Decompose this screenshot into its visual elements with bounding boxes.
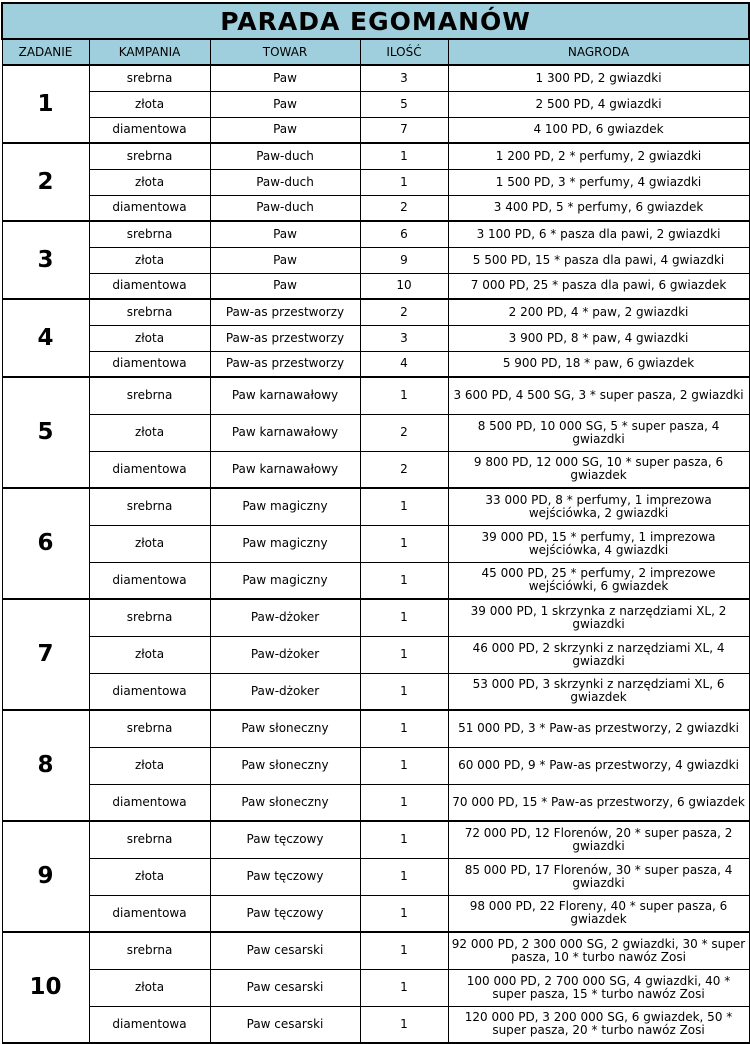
reward-cell: 3 400 PD, 5 * perfumy, 6 gwiazdek xyxy=(448,195,749,221)
table-row xyxy=(2,525,749,562)
task-number: 6 xyxy=(2,488,89,599)
reward-cell: 1 300 PD, 2 gwiazdki xyxy=(448,65,749,91)
quantity-cell: 10 xyxy=(360,273,448,299)
table-row xyxy=(2,1006,749,1043)
quantity-cell: 5 xyxy=(360,91,448,117)
item-cell: Paw-dżoker xyxy=(210,599,360,636)
reward-cell: 39 000 PD, 15 * perfumy, 1 imprezowa wejściówka, 4 gwiazdki xyxy=(448,525,749,562)
header-ilosc: ILOŚĆ xyxy=(360,39,448,65)
item-cell: Paw-as przestworzy xyxy=(210,351,360,377)
quantity-cell: 2 xyxy=(360,451,448,488)
table-row xyxy=(2,247,749,273)
quantity-cell: 1 xyxy=(360,932,448,969)
campaign-cell: diamentowa xyxy=(89,117,210,143)
item-cell: Paw xyxy=(210,247,360,273)
reward-cell: 53 000 PD, 3 skrzynki z narzędziami XL, 6 gwiazdek xyxy=(448,673,749,710)
item-cell: Paw magiczny xyxy=(210,488,360,525)
campaign-cell: złota xyxy=(89,91,210,117)
table-row xyxy=(2,932,749,969)
task-number: 9 xyxy=(2,821,89,932)
table-row xyxy=(2,562,749,599)
reward-cell: 3 100 PD, 6 * pasza dla pawi, 2 gwiazdki xyxy=(448,221,749,247)
quantity-cell: 1 xyxy=(360,599,448,636)
reward-cell: 120 000 PD, 3 200 000 SG, 6 gwiazdek, 50 * super pasza, 20 * turbo nawóz Zosi xyxy=(448,1006,749,1043)
task-number: 7 xyxy=(2,599,89,710)
table-row xyxy=(2,169,749,195)
table-row xyxy=(2,414,749,451)
table-row xyxy=(2,299,749,325)
table-row xyxy=(2,91,749,117)
table-row xyxy=(2,969,749,1006)
campaign-cell: srebrna xyxy=(89,488,210,525)
campaign-cell: złota xyxy=(89,747,210,784)
item-cell: Paw karnawałowy xyxy=(210,451,360,488)
campaign-cell: diamentowa xyxy=(89,895,210,932)
table-row xyxy=(2,895,749,932)
reward-cell: 51 000 PD, 3 * Paw-as przestworzy, 2 gwiazdki xyxy=(448,710,749,747)
campaign-cell: diamentowa xyxy=(89,673,210,710)
item-cell: Paw xyxy=(210,91,360,117)
table-row xyxy=(2,273,749,299)
quantity-cell: 4 xyxy=(360,351,448,377)
quantity-cell: 1 xyxy=(360,143,448,169)
table-row xyxy=(2,710,749,747)
item-cell: Paw-as przestworzy xyxy=(210,325,360,351)
quantity-cell: 1 xyxy=(360,488,448,525)
task-number: 3 xyxy=(2,221,89,299)
reward-cell: 5 900 PD, 18 * paw, 6 gwiazdek xyxy=(448,351,749,377)
campaign-cell: srebrna xyxy=(89,710,210,747)
table-row xyxy=(2,117,749,143)
quantity-cell: 1 xyxy=(360,673,448,710)
campaign-cell: złota xyxy=(89,169,210,195)
table-row xyxy=(2,636,749,673)
campaign-cell: srebrna xyxy=(89,221,210,247)
campaign-cell: srebrna xyxy=(89,299,210,325)
task-number: 4 xyxy=(2,299,89,377)
reward-cell: 3 900 PD, 8 * paw, 4 gwiazdki xyxy=(448,325,749,351)
item-cell: Paw cesarski xyxy=(210,932,360,969)
table-row xyxy=(2,221,749,247)
reward-cell: 98 000 PD, 22 Floreny, 40 * super pasza, 6 gwiazdek xyxy=(448,895,749,932)
table-row xyxy=(2,673,749,710)
task-number: 8 xyxy=(2,710,89,821)
reward-cell: 4 100 PD, 6 gwiazdek xyxy=(448,117,749,143)
quantity-cell: 1 xyxy=(360,895,448,932)
quantity-cell: 3 xyxy=(360,325,448,351)
table-row xyxy=(2,747,749,784)
reward-cell: 3 600 PD, 4 500 SG, 3 * super pasza, 2 gwiazdki xyxy=(448,377,749,414)
table-row xyxy=(2,821,749,858)
quantity-cell: 1 xyxy=(360,710,448,747)
item-cell: Paw-dżoker xyxy=(210,673,360,710)
campaign-cell: złota xyxy=(89,325,210,351)
item-cell: Paw magiczny xyxy=(210,525,360,562)
item-cell: Paw karnawałowy xyxy=(210,377,360,414)
header-kampania: KAMPANIA xyxy=(89,39,210,65)
item-cell: Paw-duch xyxy=(210,169,360,195)
quantity-cell: 1 xyxy=(360,821,448,858)
task-number: 2 xyxy=(2,143,89,221)
item-cell: Paw xyxy=(210,65,360,91)
table-row xyxy=(2,195,749,221)
campaign-cell: diamentowa xyxy=(89,562,210,599)
table-row xyxy=(2,784,749,821)
item-cell: Paw słoneczny xyxy=(210,747,360,784)
quantity-cell: 1 xyxy=(360,747,448,784)
quantity-cell: 9 xyxy=(360,247,448,273)
table-row xyxy=(2,858,749,895)
item-cell: Paw karnawałowy xyxy=(210,414,360,451)
reward-cell: 46 000 PD, 2 skrzynki z narzędziami XL, 4 gwiazdki xyxy=(448,636,749,673)
item-cell: Paw tęczowy xyxy=(210,895,360,932)
campaign-cell: srebrna xyxy=(89,932,210,969)
item-cell: Paw xyxy=(210,273,360,299)
quantity-cell: 1 xyxy=(360,525,448,562)
item-cell: Paw cesarski xyxy=(210,969,360,1006)
reward-table xyxy=(1,2,750,1044)
item-cell: Paw magiczny xyxy=(210,562,360,599)
table-row xyxy=(2,488,749,525)
reward-cell: 8 500 PD, 10 000 SG, 5 * super pasza, 4 gwiazdki xyxy=(448,414,749,451)
reward-cell: 2 200 PD, 4 * paw, 2 gwiazdki xyxy=(448,299,749,325)
quantity-cell: 7 xyxy=(360,117,448,143)
item-cell: Paw-duch xyxy=(210,195,360,221)
quantity-cell: 3 xyxy=(360,65,448,91)
table-row xyxy=(2,451,749,488)
task-number: 10 xyxy=(2,932,89,1043)
header-nagroda: NAGRODA xyxy=(448,39,749,65)
item-cell: Paw cesarski xyxy=(210,1006,360,1043)
quantity-cell: 1 xyxy=(360,784,448,821)
reward-cell: 9 800 PD, 12 000 SG, 10 * super pasza, 6 gwiazdek xyxy=(448,451,749,488)
quantity-cell: 2 xyxy=(360,414,448,451)
quantity-cell: 1 xyxy=(360,858,448,895)
campaign-cell: diamentowa xyxy=(89,784,210,821)
campaign-cell: diamentowa xyxy=(89,351,210,377)
reward-cell: 5 500 PD, 15 * pasza dla pawi, 4 gwiazdki xyxy=(448,247,749,273)
header-towar: TOWAR xyxy=(210,39,360,65)
campaign-cell: złota xyxy=(89,525,210,562)
reward-cell: 7 000 PD, 25 * pasza dla pawi, 6 gwiazdek xyxy=(448,273,749,299)
quantity-cell: 1 xyxy=(360,377,448,414)
campaign-cell: złota xyxy=(89,858,210,895)
table-row xyxy=(2,143,749,169)
reward-cell: 2 500 PD, 4 gwiazdki xyxy=(448,91,749,117)
quantity-cell: 6 xyxy=(360,221,448,247)
header-zadanie: ZADANIE xyxy=(2,39,89,65)
table-body xyxy=(2,65,749,1043)
item-cell: Paw xyxy=(210,117,360,143)
reward-cell: 45 000 PD, 25 * perfumy, 2 imprezowe wejściówki, 6 gwiazdek xyxy=(448,562,749,599)
item-cell: Paw-duch xyxy=(210,143,360,169)
reward-cell: 60 000 PD, 9 * Paw-as przestworzy, 4 gwiazdki xyxy=(448,747,749,784)
quantity-cell: 1 xyxy=(360,562,448,599)
campaign-cell: srebrna xyxy=(89,143,210,169)
campaign-cell: złota xyxy=(89,414,210,451)
reward-cell: 92 000 PD, 2 300 000 SG, 2 gwiazdki, 30 * super pasza, 10 * turbo nawóz Zosi xyxy=(448,932,749,969)
reward-cell: 33 000 PD, 8 * perfumy, 1 imprezowa wejściówka, 2 gwiazdki xyxy=(448,488,749,525)
item-cell: Paw słoneczny xyxy=(210,784,360,821)
campaign-cell: diamentowa xyxy=(89,451,210,488)
campaign-cell: srebrna xyxy=(89,821,210,858)
campaign-cell: diamentowa xyxy=(89,1006,210,1043)
table-title: PARADA EGOMANÓW xyxy=(2,3,749,39)
reward-cell: 39 000 PD, 1 skrzynka z narzędziami XL, 2 gwiazdki xyxy=(448,599,749,636)
quantity-cell: 1 xyxy=(360,1006,448,1043)
campaign-cell: diamentowa xyxy=(89,195,210,221)
table-row xyxy=(2,377,749,414)
reward-cell: 1 200 PD, 2 * perfumy, 2 gwiazdki xyxy=(448,143,749,169)
campaign-cell: diamentowa xyxy=(89,273,210,299)
reward-cell: 100 000 PD, 2 700 000 SG, 4 gwiazdki, 40 * super pasza, 15 * turbo nawóz Zosi xyxy=(448,969,749,1006)
item-cell: Paw-as przestworzy xyxy=(210,299,360,325)
quantity-cell: 2 xyxy=(360,195,448,221)
quantity-cell: 1 xyxy=(360,169,448,195)
reward-cell: 85 000 PD, 17 Florenów, 30 * super pasza, 4 gwiazdki xyxy=(448,858,749,895)
campaign-cell: złota xyxy=(89,247,210,273)
campaign-cell: srebrna xyxy=(89,377,210,414)
quantity-cell: 1 xyxy=(360,636,448,673)
item-cell: Paw słoneczny xyxy=(210,710,360,747)
campaign-cell: srebrna xyxy=(89,65,210,91)
table-row xyxy=(2,351,749,377)
reward-cell: 72 000 PD, 12 Florenów, 20 * super pasza, 2 gwiazdki xyxy=(448,821,749,858)
campaign-cell: srebrna xyxy=(89,599,210,636)
campaign-cell: złota xyxy=(89,636,210,673)
campaign-cell: złota xyxy=(89,969,210,1006)
reward-cell: 1 500 PD, 3 * perfumy, 4 gwiazdki xyxy=(448,169,749,195)
task-number: 5 xyxy=(2,377,89,488)
quantity-cell: 1 xyxy=(360,969,448,1006)
quantity-cell: 2 xyxy=(360,299,448,325)
table-row xyxy=(2,65,749,91)
reward-cell: 70 000 PD, 15 * Paw-as przestworzy, 6 gwiazdek xyxy=(448,784,749,821)
task-number: 1 xyxy=(2,65,89,143)
item-cell: Paw xyxy=(210,221,360,247)
table-row xyxy=(2,599,749,636)
item-cell: Paw-dżoker xyxy=(210,636,360,673)
item-cell: Paw tęczowy xyxy=(210,821,360,858)
item-cell: Paw tęczowy xyxy=(210,858,360,895)
table-row xyxy=(2,325,749,351)
reward-table-sheet xyxy=(1,2,748,1044)
